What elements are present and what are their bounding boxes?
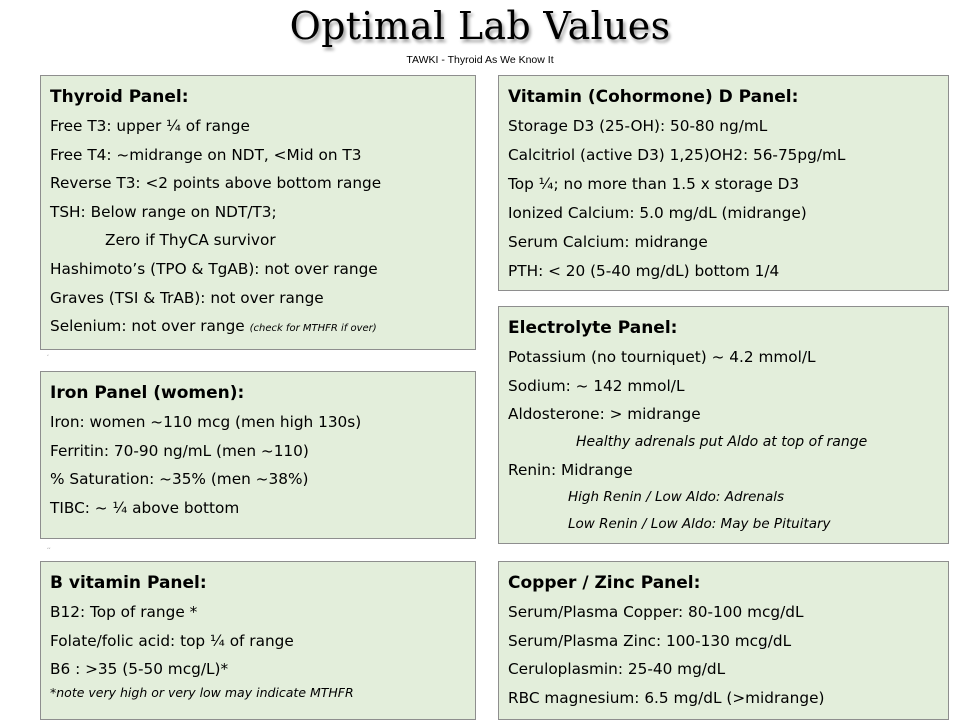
bvit-line: B12: Top of range * bbox=[50, 603, 198, 621]
copper-zinc-panel bbox=[498, 561, 949, 720]
page-title: Optimal Lab Values bbox=[289, 4, 671, 48]
iron-line: % Saturation: ~35% (men ~38%) bbox=[50, 470, 309, 489]
thyroid-line: Hashimoto’s (TPO & TgAB): not over range bbox=[50, 259, 378, 278]
panel-title: Electrolyte Panel: bbox=[508, 318, 678, 338]
page-subtitle: TAWKI - Thyroid As We Know It bbox=[406, 54, 554, 66]
renin-note: High Renin / Low Aldo: Adrenals bbox=[568, 489, 785, 506]
thyroid-line: Free T3: upper ¼ of range bbox=[50, 117, 250, 135]
iron-line: Ferritin: 70-90 ng/mL (men ~110) bbox=[50, 441, 309, 460]
copper-line: Ceruloplasmin: 25-40 mg/dL bbox=[508, 660, 726, 679]
thyroid-line: Free T4: ~midrange on NDT, <Mid on T3 bbox=[50, 145, 362, 164]
renin-note: Low Renin / Low Aldo: May be Pituitary bbox=[568, 516, 831, 533]
electrolyte-panel bbox=[498, 306, 949, 544]
thyroid-line: Reverse T3: <2 points above bottom range bbox=[50, 174, 382, 193]
electrolyte-line: Sodium: ~ 142 mmol/L bbox=[508, 376, 685, 395]
vitd-line: Serum Calcium: midrange bbox=[508, 233, 708, 251]
thyroid-line: Graves (TSI & TrAB): not over range bbox=[50, 288, 324, 307]
iron-line: TIBC: ~ ¼ above bottom bbox=[50, 498, 240, 517]
divider-mark: ‘‘ bbox=[47, 547, 51, 554]
divider-mark: ‘ bbox=[47, 354, 49, 361]
vitd-line: Calcitriol (active D3) 1,25)OH2: 56-75pg/mL bbox=[508, 146, 846, 164]
b-vitamin-panel bbox=[40, 561, 476, 720]
panel-title: B vitamin Panel: bbox=[50, 573, 207, 593]
copper-line: Serum/Plasma Zinc: 100-130 mcg/dL bbox=[508, 631, 792, 650]
copper-line: Serum/Plasma Copper: 80-100 mcg/dL bbox=[508, 603, 804, 621]
panel-title: Copper / Zinc Panel: bbox=[508, 573, 701, 593]
panel-title: Vitamin (Cohormone) D Panel: bbox=[508, 87, 799, 107]
bvit-note: *note very high or very low may indicate MTHFR bbox=[50, 684, 354, 700]
electrolyte-line: Aldosterone: > midrange bbox=[508, 405, 701, 424]
selenium-line bbox=[50, 312, 469, 344]
vitd-line: PTH: < 20 (5-40 mg/dL) bottom 1/4 bbox=[508, 262, 780, 280]
copper-line: RBC magnesium: 6.5 mg/dL (>midrange) bbox=[508, 688, 825, 707]
bvit-line: Folate/folic acid: top ¼ of range bbox=[50, 631, 294, 650]
panel-title: Thyroid Panel: bbox=[50, 87, 189, 107]
vitamin-d-panel bbox=[498, 75, 949, 291]
aldo-note: Healthy adrenals put Aldo at top of range bbox=[576, 433, 868, 450]
bvit-line: B6 : >35 (5-50 mcg/L)* bbox=[50, 660, 229, 679]
renin-line: Renin: Midrange bbox=[508, 460, 633, 479]
vitd-line: Storage D3 (25-OH): 50-80 ng/mL bbox=[508, 117, 768, 135]
selenium-text: Selenium: not over range bbox=[50, 317, 250, 336]
electrolyte-line: Potassium (no tourniquet) ~ 4.2 mmol/L bbox=[508, 348, 816, 366]
selenium-note: (check for MTHFR if over) bbox=[249, 323, 377, 335]
iron-line: Iron: women ~110 mcg (men high 130s) bbox=[50, 413, 362, 431]
vitd-line: Top ¼; no more than 1.5 x storage D3 bbox=[508, 175, 800, 193]
thyroid-line: Zero if ThyCA survivor bbox=[105, 231, 276, 250]
thyroid-panel bbox=[40, 75, 476, 350]
thyroid-line: TSH: Below range on NDT/T3; bbox=[50, 202, 277, 221]
vitd-line: Ionized Calcium: 5.0 mg/dL (midrange) bbox=[508, 204, 807, 222]
panel-title: Iron Panel (women): bbox=[50, 383, 245, 403]
iron-panel bbox=[40, 371, 476, 539]
